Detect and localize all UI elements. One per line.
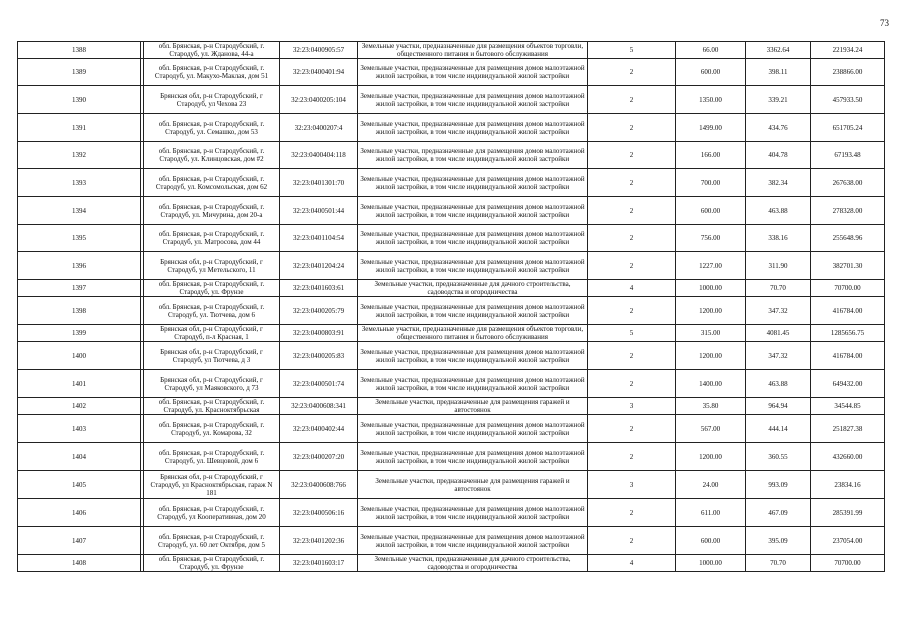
cadastral-value-cell: 457933.50 [811,86,885,114]
specific-value-cell: 434.76 [746,114,811,142]
row-number: 1400 [18,342,141,370]
address-cell: обл. Брянская, р-н Стародубский, г. Стародуб, ул Кооперативная, дом 20 [144,499,280,527]
address-cell: обл. Брянская, р-н Стародубский, г. Стародуб, ул. Фрунзе [144,280,280,297]
cadastral-number-cell: 32:23:0400401:94 [280,59,358,86]
cadastral-value-cell: 416784.00 [811,342,885,370]
address-cell: обл. Брянская, р-н Стародубский, г. Стародуб, ул. Шевцовой, дом 6 [144,443,280,471]
row-number: 1403 [18,415,141,443]
use-group-cell: 5 [588,42,676,59]
address-cell: Брянская обл, р-н Стародубский, г Стародуб, ул Маяковского, д 73 [144,370,280,398]
specific-value-cell: 463.88 [746,197,811,225]
table-row [18,59,885,86]
row-number: 1388 [18,42,141,59]
specific-value-cell: 347.32 [746,342,811,370]
cadastral-number-cell: 32:23:0400205:83 [280,342,358,370]
table-row [18,499,885,527]
use-group-cell: 2 [588,197,676,225]
specific-value-cell: 4081.45 [746,325,811,342]
address-cell: обл. Брянская, р-н Стародубский, г. Стародуб, ул. Матросова, дом 44 [144,225,280,252]
area-cell: 35.80 [676,398,746,415]
address-cell: обл. Брянская, р-н Стародубский, г. Стародуб, ул. Комсомольская, дом 62 [144,169,280,197]
cadastral-value-cell: 23834.16 [811,471,885,499]
row-number: 1404 [18,443,141,471]
table-row [18,342,885,370]
land-use-cell: Земельные участки, предназначенные для размещения домов малоэтажной жилой застройки, в том числе индивидуальной жилой застройки [358,297,588,325]
address-cell: обл. Брянская, р-н Стародубский, г. Стародуб, ул. Семашко, дом 53 [144,114,280,142]
use-group-cell: 5 [588,325,676,342]
cadastral-number-cell: 32:23:0401202:36 [280,527,358,555]
specific-value-cell: 404.78 [746,142,811,169]
cadastral-value-cell: 382701.30 [811,252,885,280]
cadastral-value-cell: 238866.00 [811,59,885,86]
address-cell: Брянская обл, р-н Стародубский, г Стародуб, ул Красноктябрьская, гараж N 181 [144,471,280,499]
row-number: 1402 [18,398,141,415]
cadastral-number-cell: 32:23:0400402:44 [280,415,358,443]
area-cell: 1227.00 [676,252,746,280]
row-number: 1392 [18,142,141,169]
table-row [18,252,885,280]
row-number: 1397 [18,280,141,297]
specific-value-cell: 3362.64 [746,42,811,59]
area-cell: 600.00 [676,59,746,86]
cadastral-number-cell: 32:23:0400404:118 [280,142,358,169]
table-row [18,297,885,325]
cadastral-value-cell: 237054.00 [811,527,885,555]
area-cell: 24.00 [676,471,746,499]
specific-value-cell: 467.09 [746,499,811,527]
cadastral-value-cell: 70700.00 [811,555,885,572]
address-cell: Брянская обл, р-н Стародубский, г Стародуб, п-л Красная, 1 [144,325,280,342]
cadastral-number-cell: 32:23:0401603:61 [280,280,358,297]
table-row [18,142,885,169]
cadastral-number-cell: 32:23:0400205:104 [280,86,358,114]
use-group-cell: 2 [588,297,676,325]
area-cell: 315.00 [676,325,746,342]
row-number: 1406 [18,499,141,527]
address-cell: обл. Брянская, р-н Стародубский, г. Стародуб, ул. Комарова, 32 [144,415,280,443]
area-cell: 1000.00 [676,280,746,297]
cadastral-value-cell: 649432.00 [811,370,885,398]
land-use-cell: Земельные участки, предназначенные для размещения домов малоэтажной жилой застройки, в том числе индивидуальной жилой застройки [358,443,588,471]
use-group-cell: 2 [588,142,676,169]
row-number: 1391 [18,114,141,142]
use-group-cell: 2 [588,342,676,370]
table-row [18,443,885,471]
area-cell: 756.00 [676,225,746,252]
land-use-cell: Земельные участки, предназначенные для размещения домов малоэтажной жилой застройки, в том числе индивидуальной жилой застройки [358,114,588,142]
address-cell: Брянская обл, р-н Стародубский, г Стародуб, ул Тютчева, д 3 [144,342,280,370]
cadastral-value-cell: 432660.00 [811,443,885,471]
row-number: 1394 [18,197,141,225]
cadastral-value-cell: 278328.00 [811,197,885,225]
specific-value-cell: 964.94 [746,398,811,415]
table-row [18,555,885,572]
use-group-cell: 2 [588,225,676,252]
area-cell: 611.00 [676,499,746,527]
specific-value-cell: 360.55 [746,443,811,471]
address-cell: обл. Брянская, р-н Стародубский, г. Стародуб, ул. Фрунзе [144,555,280,572]
land-use-cell: Земельные участки, предназначенные для размещения объектов торговли, общественного питания и бытового обслуживания [358,325,588,342]
address-cell: обл. Брянская, р-н Стародубский, г. Стародуб, ул. Жданова, 44-а [144,42,280,59]
use-group-cell: 2 [588,114,676,142]
land-use-cell: Земельные участки, предназначенные для размещения гаражей и автостоянок [358,398,588,415]
page-number: 73 [880,18,889,28]
area-cell: 1499.00 [676,114,746,142]
table-row [18,197,885,225]
row-number: 1399 [18,325,141,342]
cadastral-value-cell: 285391.99 [811,499,885,527]
land-use-cell: Земельные участки, предназначенные для дачного строительства, садоводства и огородничества [358,280,588,297]
cadastral-number-cell: 32:23:0400207:4 [280,114,358,142]
cadastral-value-cell: 651705.24 [811,114,885,142]
area-cell: 1200.00 [676,443,746,471]
address-cell: обл. Брянская, р-н Стародубский, г. Стародуб, ул. Мичурина, дом 20-а [144,197,280,225]
land-use-cell: Земельные участки, предназначенные для размещения гаражей и автостоянок [358,471,588,499]
address-cell: Брянская обл, р-н Стародубский, г Стародуб, ул Чехова 23 [144,86,280,114]
land-use-cell: Земельные участки, предназначенные для размещения домов малоэтажной жилой застройки, в том числе индивидуальной жилой застройки [358,59,588,86]
use-group-cell: 2 [588,86,676,114]
use-group-cell: 2 [588,370,676,398]
cadastral-number-cell: 32:23:0401204:24 [280,252,358,280]
row-number: 1408 [18,555,141,572]
area-cell: 1000.00 [676,555,746,572]
specific-value-cell: 398.11 [746,59,811,86]
table-row [18,169,885,197]
land-use-cell: Земельные участки, предназначенные для размещения домов малоэтажной жилой застройки, в том числе индивидуальной жилой застройки [358,499,588,527]
specific-value-cell: 70.70 [746,280,811,297]
cadastral-value-cell: 1285656.75 [811,325,885,342]
table-row [18,325,885,342]
area-cell: 700.00 [676,169,746,197]
cadastral-value-cell: 267638.00 [811,169,885,197]
cadastral-value-cell: 67193.48 [811,142,885,169]
area-cell: 1350.00 [676,86,746,114]
area-cell: 1200.00 [676,297,746,325]
use-group-cell: 4 [588,280,676,297]
row-number: 1405 [18,471,141,499]
use-group-cell: 2 [588,415,676,443]
land-use-cell: Земельные участки, предназначенные для размещения объектов торговли, общественного питания и бытового обслуживания [358,42,588,59]
row-number: 1407 [18,527,141,555]
use-group-cell: 3 [588,471,676,499]
table-row [18,370,885,398]
table-row [18,280,885,297]
area-cell: 1200.00 [676,342,746,370]
area-cell: 1400.00 [676,370,746,398]
table-row [18,225,885,252]
land-use-cell: Земельные участки, предназначенные для размещения домов малоэтажной жилой застройки, в том числе индивидуальной жилой застройки [358,86,588,114]
cadastral-value-cell: 221934.24 [811,42,885,59]
row-number: 1401 [18,370,141,398]
use-group-cell: 2 [588,527,676,555]
use-group-cell: 2 [588,59,676,86]
use-group-cell: 3 [588,398,676,415]
cadastral-number-cell: 32:23:0400905:57 [280,42,358,59]
specific-value-cell: 311.90 [746,252,811,280]
table-row [18,398,885,415]
cadastral-number-cell: 32:23:0401301:70 [280,169,358,197]
cadastral-value-cell: 255648.96 [811,225,885,252]
land-use-cell: Земельные участки, предназначенные для размещения домов малоэтажной жилой застройки, в том числе индивидуальной жилой застройки [358,370,588,398]
cadastral-number-cell: 32:23:0400506:16 [280,499,358,527]
cadastral-number-cell: 32:23:0400501:44 [280,197,358,225]
specific-value-cell: 339.21 [746,86,811,114]
specific-value-cell: 382.34 [746,169,811,197]
row-number: 1393 [18,169,141,197]
row-number: 1398 [18,297,141,325]
cadastral-number-cell: 32:23:0400608:341 [280,398,358,415]
row-number: 1390 [18,86,141,114]
table-row [18,415,885,443]
address-cell: обл. Брянская, р-н Стародубский, г. Стародуб, ул. Клинцовская, дом #2 [144,142,280,169]
area-cell: 66.00 [676,42,746,59]
specific-value-cell: 338.16 [746,225,811,252]
area-cell: 166.00 [676,142,746,169]
specific-value-cell: 395.09 [746,527,811,555]
table-row [18,42,885,59]
cadastral-value-cell: 70700.00 [811,280,885,297]
cadastral-number-cell: 32:23:0401104:54 [280,225,358,252]
area-cell: 600.00 [676,197,746,225]
cadastral-value-cell: 251827.38 [811,415,885,443]
specific-value-cell: 463.88 [746,370,811,398]
address-cell: обл. Брянская, р-н Стародубский, г. Стародуб, ул. Макухо-Маклая, дом 51 [144,59,280,86]
land-use-cell: Земельные участки, предназначенные для размещения домов малоэтажной жилой застройки, в том числе индивидуальной жилой застройки [358,252,588,280]
use-group-cell: 2 [588,443,676,471]
cadastral-value-cell: 416784.00 [811,297,885,325]
use-group-cell: 4 [588,555,676,572]
cadastral-value-table [17,41,885,572]
land-use-cell: Земельные участки, предназначенные для размещения домов малоэтажной жилой застройки, в том числе индивидуальной жилой застройки [358,527,588,555]
cadastral-number-cell: 32:23:0400205:79 [280,297,358,325]
land-use-cell: Земельные участки, предназначенные для размещения домов малоэтажной жилой застройки, в том числе индивидуальной жилой застройки [358,415,588,443]
cadastral-number-cell: 32:23:0400803:91 [280,325,358,342]
table-row [18,527,885,555]
table-row [18,86,885,114]
cadastral-number-cell: 32:23:0400608:766 [280,471,358,499]
cadastral-number-cell: 32:23:0401603:17 [280,555,358,572]
table-row [18,471,885,499]
land-use-cell: Земельные участки, предназначенные для размещения домов малоэтажной жилой застройки, в том числе индивидуальной жилой застройки [358,142,588,169]
address-cell: обл. Брянская, р-н Стародубский, г. Стародуб, ул. 60 лет Октября, дом 5 [144,527,280,555]
area-cell: 567.00 [676,415,746,443]
row-number: 1389 [18,59,141,86]
address-cell: обл. Брянская, р-н Стародубский, г. Стародуб, ул. Красноктябрьская [144,398,280,415]
use-group-cell: 2 [588,499,676,527]
specific-value-cell: 444.14 [746,415,811,443]
area-cell: 600.00 [676,527,746,555]
specific-value-cell: 347.32 [746,297,811,325]
address-cell: обл. Брянская, р-н Стародубский, г. Стародуб, ул. Тютчева, дом 6 [144,297,280,325]
cadastral-value-cell: 34544.85 [811,398,885,415]
use-group-cell: 2 [588,169,676,197]
cadastral-number-cell: 32:23:0400501:74 [280,370,358,398]
land-use-cell: Земельные участки, предназначенные для дачного строительства, садоводства и огородничества [358,555,588,572]
cadastral-number-cell: 32:23:0400207:20 [280,443,358,471]
land-use-cell: Земельные участки, предназначенные для размещения домов малоэтажной жилой застройки, в том числе индивидуальной жилой застройки [358,342,588,370]
table-row [18,114,885,142]
table-body [18,42,885,572]
use-group-cell: 2 [588,252,676,280]
land-use-cell: Земельные участки, предназначенные для размещения домов малоэтажной жилой застройки, в том числе индивидуальной жилой застройки [358,197,588,225]
row-number: 1395 [18,225,141,252]
land-use-cell: Земельные участки, предназначенные для размещения домов малоэтажной жилой застройки, в том числе индивидуальной жилой застройки [358,169,588,197]
land-use-cell: Земельные участки, предназначенные для размещения домов малоэтажной жилой застройки, в том числе индивидуальной жилой застройки [358,225,588,252]
specific-value-cell: 70.70 [746,555,811,572]
specific-value-cell: 993.09 [746,471,811,499]
row-number: 1396 [18,252,141,280]
address-cell: Брянская обл, р-н Стародубский, г Стародуб, ул Метельского, 11 [144,252,280,280]
